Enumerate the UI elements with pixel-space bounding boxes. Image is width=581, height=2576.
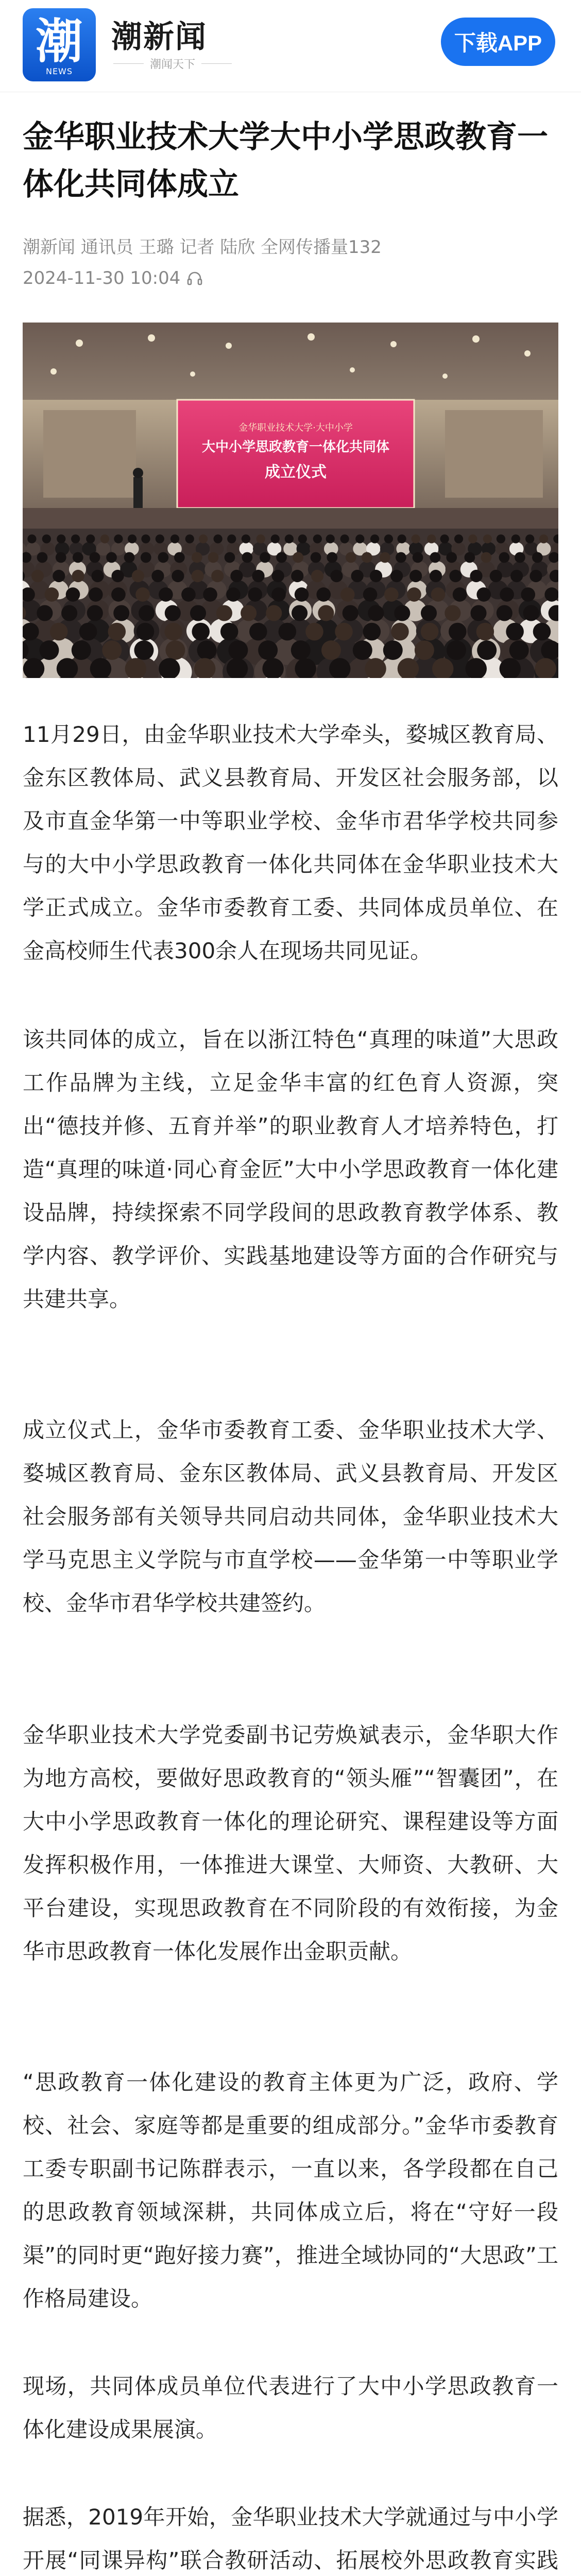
- brand-name: 潮新闻: [111, 19, 207, 55]
- article-paragraph: 金华职业技术大学党委副书记劳焕斌表示，金华职大作为地方高校，要做好思政教育的“领头雁”“智囊团”，在大中小学思政教育一体化的理论研究、课程建设等方面发挥积极作用，一体推进大课堂、大师资、大教研、大平台建设，实现思政教育在不同阶段的有效衔接，为金华市思政教育一体化发展作出金职贡献。: [23, 1722, 558, 1964]
- article-byline: 潮新闻 通讯员 王璐 记者 陆欣 全网传播量132: [23, 237, 382, 258]
- article-paragraph: 据悉，2019年开始，金华职业技术大学就通过与中小学开展“同课异构”联合教研活动、拓展校外思政教育实践: [23, 2504, 558, 2573]
- article-paragraph: 该共同体的成立，旨在以浙江特色“真理的味道”大思政工作品牌为主线，立足金华丰富的红色育人资源，突出“德技并修、五育并举”的职业教育人才培养特色，打造“真理的味道·同心育金匠”大中小学思政教育一体化建设品牌，持续探索不同学段间的思政教育教学体系、教学内容、教学评价、实践基地建设等方面的合作研究与共建共享。: [23, 1027, 558, 1312]
- app-header: [0, 0, 581, 92]
- brand-slogan: [113, 56, 232, 72]
- article-paragraph: 11月29日，由金华职业技术大学牵头，婺城区教育局、金东区教体局、武义县教育局、开发区社会服务部，以及市直金华第一中等职业学校、金华市君华学校共同参与的大中小学思政教育一体化共同体在金华职业技术大学正式成立。金华市委教育工委、共同体成员单位、在金高校师生代表300余人在现场共同见证。: [23, 722, 558, 963]
- article-title: 金华职业技术大学大中小学思政教育一体化共同体成立: [23, 119, 548, 202]
- slogan-rule-left: [113, 63, 144, 64]
- slogan-rule-right: [201, 63, 232, 64]
- article-paragraph: 成立仪式上，金华市委教育工委、金华职业技术大学、婺城区教育局、金东区教体局、武义县教育局、开发区社会服务部有关领导共同启动共同体，金华职业技术大学马克思主义学院与市直学校——金华第一中等职业学校、金华市君华学校共建签约。: [23, 1417, 558, 1616]
- logo-char: 潮: [35, 14, 83, 69]
- chao-logo-icon[interactable]: [23, 8, 96, 81]
- article-photo[interactable]: [23, 323, 558, 678]
- logo-subtext: NEWS: [45, 66, 73, 76]
- screen-line-3: 成立仪式: [265, 463, 327, 481]
- download-app-button[interactable]: 下载APP: [441, 18, 555, 66]
- article-paragraph: 现场，共同体成员单位代表进行了大中小学思政教育一体化建设成果展演。: [23, 2374, 558, 2442]
- screen-line-2: 大中小学思政教育一体化共同体: [201, 439, 390, 455]
- article-date: 2024-11-30 10:04: [23, 268, 181, 289]
- headphones-icon[interactable]: [185, 269, 204, 287]
- article-date-row: [23, 268, 204, 289]
- article-paragraph: “思政教育一体化建设的教育主体更为广泛，政府、学校、社会、家庭等都是重要的组成部分。”金华市委教育工委专职副书记陈群表示，一直以来，各学段都在自己的思政教育领域深耕，共同体成立后，将在“守好一段渠”的同时更“跑好接力赛”，推进全域协同的“大思政”工作格局建设。: [23, 2070, 558, 2311]
- slogan-text: 潮闻天下: [150, 58, 196, 71]
- screen-line-1: 金华职业技术大学·大中小学: [238, 422, 353, 433]
